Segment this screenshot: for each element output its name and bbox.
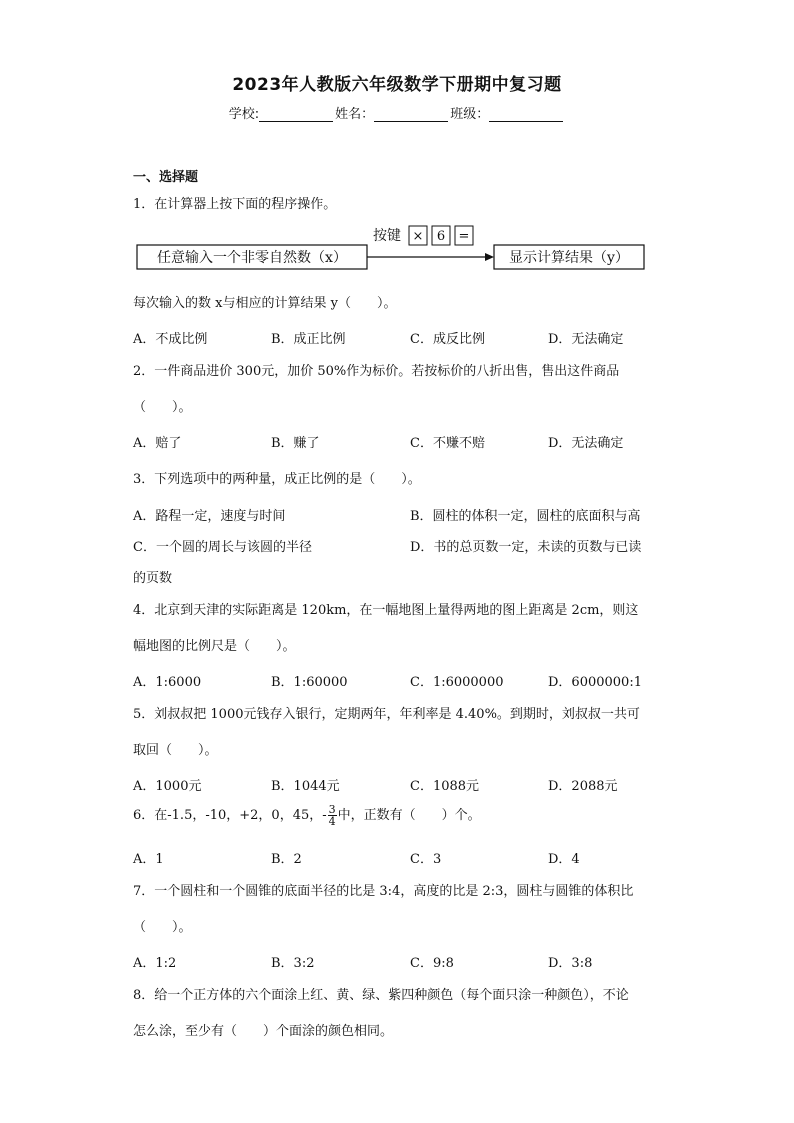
q4-option-a: A．1:6000 bbox=[133, 675, 202, 690]
q7-stem-line1: 7．一个圆柱和一个圆锥的底面半径的比是 3:4，高度的比是 2:3，圆柱与圆锥的体积比 bbox=[133, 884, 634, 899]
q3-option-c: C．一个圆的周长与该圆的半径 bbox=[133, 540, 312, 555]
q2-option-a: A．赔了 bbox=[133, 436, 182, 451]
q2-option-c: C．不赚不赔 bbox=[410, 436, 485, 451]
q7-option-b: B．3:2 bbox=[271, 956, 315, 971]
q3-option-a: A．路程一定，速度与时间 bbox=[133, 509, 286, 524]
exam-title: 2023年人教版六年级数学下册期中复习题 bbox=[232, 75, 562, 95]
name-blank bbox=[374, 108, 448, 122]
flow-arrowhead bbox=[485, 253, 494, 261]
key-equals-label: = bbox=[458, 229, 470, 244]
q7-option-a: A．1:2 bbox=[133, 956, 177, 971]
input-box-label: 任意输入一个非零自然数（x） bbox=[157, 250, 347, 266]
q3-option-d-wrap: 的页数 bbox=[133, 571, 173, 586]
q1-text: 每次输入的数 x与相应的计算结果 y（ ）。 bbox=[133, 296, 397, 311]
q4-option-d: D．6000000:1 bbox=[548, 675, 642, 690]
q4-stem-line1: 4．北京到天津的实际距离是 120km，在一幅地图上量得两地的图上距离是 2cm，则这 bbox=[133, 603, 639, 618]
q6-stem bbox=[133, 803, 481, 829]
q2-stem-line2: （ ）。 bbox=[133, 400, 192, 415]
q6-fraction-denominator: 4 bbox=[328, 815, 336, 828]
q4-option-c: C．1:6000000 bbox=[410, 675, 504, 690]
q6-option-b: B．2 bbox=[271, 852, 302, 867]
q6-fraction-numerator: 3 bbox=[328, 803, 336, 816]
name-label: 姓名： bbox=[335, 107, 375, 122]
q6-option-a: A．1 bbox=[133, 852, 164, 867]
q1-stem: 1．在计算器上按下面的程序操作。 bbox=[133, 197, 337, 212]
q7-option-c: C．9:8 bbox=[410, 956, 454, 971]
q7-option-d: D．3:8 bbox=[548, 956, 593, 971]
q5-option-d: D．2088元 bbox=[548, 779, 618, 794]
key-six-label: 6 bbox=[436, 229, 446, 244]
q7-stem-line2: （ ）。 bbox=[133, 920, 192, 935]
q1-option-d: D．无法确定 bbox=[548, 332, 624, 347]
class-label: 班级： bbox=[450, 107, 490, 122]
q6-fraction bbox=[328, 804, 337, 827]
class-blank bbox=[489, 108, 563, 122]
output-box-label: 显示计算结果（y） bbox=[509, 250, 629, 266]
school-blank bbox=[259, 108, 333, 122]
q5-stem-line2: 取回（ ）。 bbox=[133, 743, 218, 758]
q3-option-d: D．书的总页数一定，未读的页数与已读 bbox=[410, 540, 642, 555]
q6-option-c: C．3 bbox=[410, 852, 442, 867]
school-label: 学校: bbox=[228, 107, 260, 122]
key-times-label: × bbox=[412, 229, 424, 244]
q3-option-b: B．圆柱的体积一定，圆柱的底面积与高 bbox=[410, 509, 641, 524]
q3-stem: 3．下列选项中的两种量，成正比例的是（ ）。 bbox=[133, 472, 421, 487]
q4-option-b: B．1:60000 bbox=[271, 675, 348, 690]
q8-stem-line1: 8．给一个正方体的六个面涂上红、黄、绿、紫四种颜色（每个面只涂一种颜色），不论 bbox=[133, 988, 629, 1003]
q1-option-c: C．成反比例 bbox=[410, 332, 485, 347]
q2-option-d: D．无法确定 bbox=[548, 436, 624, 451]
key-label: 按键 bbox=[373, 228, 401, 244]
q6-option-d: D．4 bbox=[548, 852, 580, 867]
q4-stem-line2: 幅地图的比例尺是（ ）。 bbox=[133, 639, 296, 654]
q1-option-b: B．成正比例 bbox=[271, 332, 346, 347]
student-info-line bbox=[0, 103, 794, 122]
q5-option-c: C．1088元 bbox=[410, 779, 480, 794]
q2-option-b: B．赚了 bbox=[271, 436, 320, 451]
q6-suffix: 中，正数有（ ）个。 bbox=[337, 808, 481, 823]
section-heading: 一、选择题 bbox=[133, 170, 199, 185]
calculator-flow-diagram bbox=[133, 222, 653, 274]
q5-option-a: A．1000元 bbox=[133, 779, 202, 794]
q5-stem-line1: 5．刘叔叔把 1000元钱存入银行，定期两年，年利率是 4.40%。到期时，刘叔叔一共可 bbox=[133, 707, 640, 722]
q6-prefix: 6．在-1.5，-10，+2，0，45，- bbox=[133, 808, 327, 823]
q5-option-b: B．1044元 bbox=[271, 779, 340, 794]
q8-stem-line2: 怎么涂，至少有（ ）个面涂的颜色相同。 bbox=[133, 1024, 394, 1039]
q1-option-a: A．不成比例 bbox=[133, 332, 208, 347]
q2-stem-line1: 2．一件商品进价 300元，加价 50%作为标价。若按标价的八折出售，售出这件商品 bbox=[133, 364, 620, 379]
